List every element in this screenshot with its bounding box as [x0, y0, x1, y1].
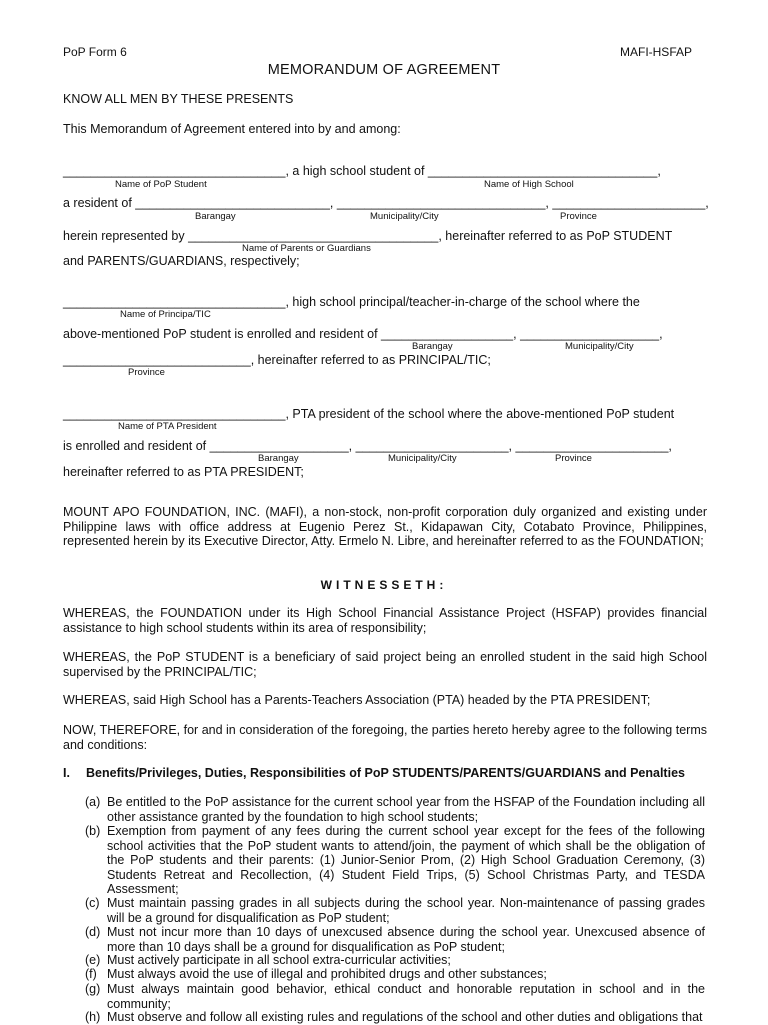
list-item: [85, 896, 705, 925]
caption-barangay: Barangay: [195, 211, 236, 222]
section-heading: Benefits/Privileges, Duties, Responsibilities of PoP STUDENTS/PARENTS/GUARDIANS and Penalties: [86, 766, 685, 780]
witnesseth-heading: WITNESSETH:: [320, 578, 448, 592]
now-therefore-clause: NOW, THEREFORE, for and in consideration of the foregoing, the parties hereto hereby agree to the following terms and conditions:: [63, 723, 707, 752]
list-item-text: Be entitled to the PoP assistance for the current school year from the HSFAP of the Foundation including all other assistance granted by the foundation to high school students;: [107, 795, 705, 824]
list-item-label: (h): [85, 1010, 101, 1024]
caption-barangay: Barangay: [258, 453, 299, 464]
caption-pta-president: Name of PTA President: [118, 421, 217, 432]
foundation-paragraph: MOUNT APO FOUNDATION, INC. (MAFI), a non-stock, non-profit corporation duly organized and existing under Philippine laws with office address at Eugenio Perez St., Kidapawan City, Cotabato Province, Philippines, represented herein by its Executive Director, Atty. Ermelo N. Libre, and hereinafter referred to as the FOUNDATION;: [63, 505, 707, 548]
student-line-3: herein represented by ____________________________________, hereinafter referred to as PoP STUDENT: [63, 229, 673, 243]
page-title: MEMORANDUM OF AGREEMENT: [267, 62, 501, 78]
caption-high-school: Name of High School: [484, 179, 574, 190]
pta-line-2: is enrolled and resident of ____________________, ______________________, ______________________,: [63, 439, 672, 453]
pta-line-3: hereinafter referred to as PTA PRESIDENT;: [63, 465, 304, 479]
caption-barangay: Barangay: [412, 341, 453, 352]
list-item-label: (b): [85, 824, 101, 838]
caption-municipality: Municipality/City: [370, 211, 439, 222]
student-line-1: ________________________________, a high school student of _________________________________,: [63, 164, 661, 178]
whereas-clause-1: WHEREAS, the FOUNDATION under its High School Financial Assistance Project (HSFAP) provides financial assistance to high school students within its area of responsibility;: [63, 606, 707, 635]
form-label: PoP Form 6: [63, 45, 127, 59]
list-item-text: Must actively participate in all school extra-curricular activities;: [107, 953, 451, 967]
caption-province: Province: [560, 211, 597, 222]
form-code: MAFI-HSFAP: [619, 45, 692, 59]
whereas-clause-3: WHEREAS, said High School has a Parents-Teachers Association (PTA) headed by the PTA PRESIDENT;: [63, 693, 651, 707]
student-line-4: and PARENTS/GUARDIANS, respectively;: [63, 254, 300, 268]
list-item: [85, 925, 705, 954]
list-item-label: (c): [85, 896, 100, 910]
section-number: I.: [63, 766, 70, 780]
list-item: [85, 1010, 705, 1025]
caption-municipality: Municipality/City: [388, 453, 457, 464]
list-item-label: (f): [85, 967, 97, 981]
caption-province: Province: [128, 367, 165, 378]
entered-line: This Memorandum of Agreement entered into by and among:: [63, 122, 401, 136]
list-item-text: Must always maintain good behavior, ethical conduct and honorable reputation in school and in the community;: [107, 982, 705, 1011]
list-item: [85, 953, 705, 968]
caption-municipality: Municipality/City: [565, 341, 634, 352]
principal-line-2: above-mentioned PoP student is enrolled and resident of ___________________, ____________________,: [63, 327, 663, 341]
list-item: [85, 795, 705, 824]
list-item: [85, 824, 705, 897]
list-item-text: Must observe and follow all existing rules and regulations of the school and other duties and obligations that: [107, 1010, 703, 1024]
caption-province: Province: [555, 453, 592, 464]
list-item-text: Must maintain passing grades in all subjects during the school year. Non-maintenance of passing grades will be a ground for disqualification as PoP student;: [107, 896, 705, 925]
caption-pop-student: Name of PoP Student: [115, 179, 207, 190]
list-item-text: Exemption from payment of any fees during the current school year except for the fees of the following school activities that the PoP student wants to attend/join, the payment of which shall be the obligation of the PoP students and their parents: (1) Junior-Senior Prom, (2) High School Graduation Ceremony, (3) Students Retreat and Recollection, (4) Student Field Trips, (5) School Christmas Party, and TESDA Assessment;: [107, 824, 705, 896]
list-item: [85, 982, 705, 1011]
caption-principal: Name of Principa/TIC: [120, 309, 211, 320]
list-item-label: (a): [85, 795, 101, 809]
list-item-label: (g): [85, 982, 101, 996]
list-item-text: Must not incur more than 10 days of unexcused absence during the school year. Unexcused absence of more than 10 days shall be a ground for disqualification as PoP student;: [107, 925, 705, 954]
principal-line-3: ___________________________, hereinafter referred to as PRINCIPAL/TIC;: [63, 353, 491, 367]
list-item-label: (e): [85, 953, 101, 967]
principal-line-1: ________________________________, high school principal/teacher-in-charge of the school where the: [63, 295, 640, 309]
pta-line-1: ________________________________, PTA president of the school where the above-mentioned PoP student: [63, 407, 675, 421]
student-line-2: a resident of ____________________________, ______________________________, ______________________,: [63, 196, 709, 210]
whereas-clause-2: WHEREAS, the PoP STUDENT is a beneficiary of said project being an enrolled student in the said high School supervised by the PRINCIPAL/TIC;: [63, 650, 707, 679]
list-item: [85, 967, 705, 982]
list-item-label: (d): [85, 925, 101, 939]
caption-parents: Name of Parents or Guardians: [242, 243, 371, 254]
list-item-text: Must always avoid the use of illegal and prohibited drugs and other substances;: [107, 967, 547, 981]
know-all-line: KNOW ALL MEN BY THESE PRESENTS: [63, 92, 294, 106]
